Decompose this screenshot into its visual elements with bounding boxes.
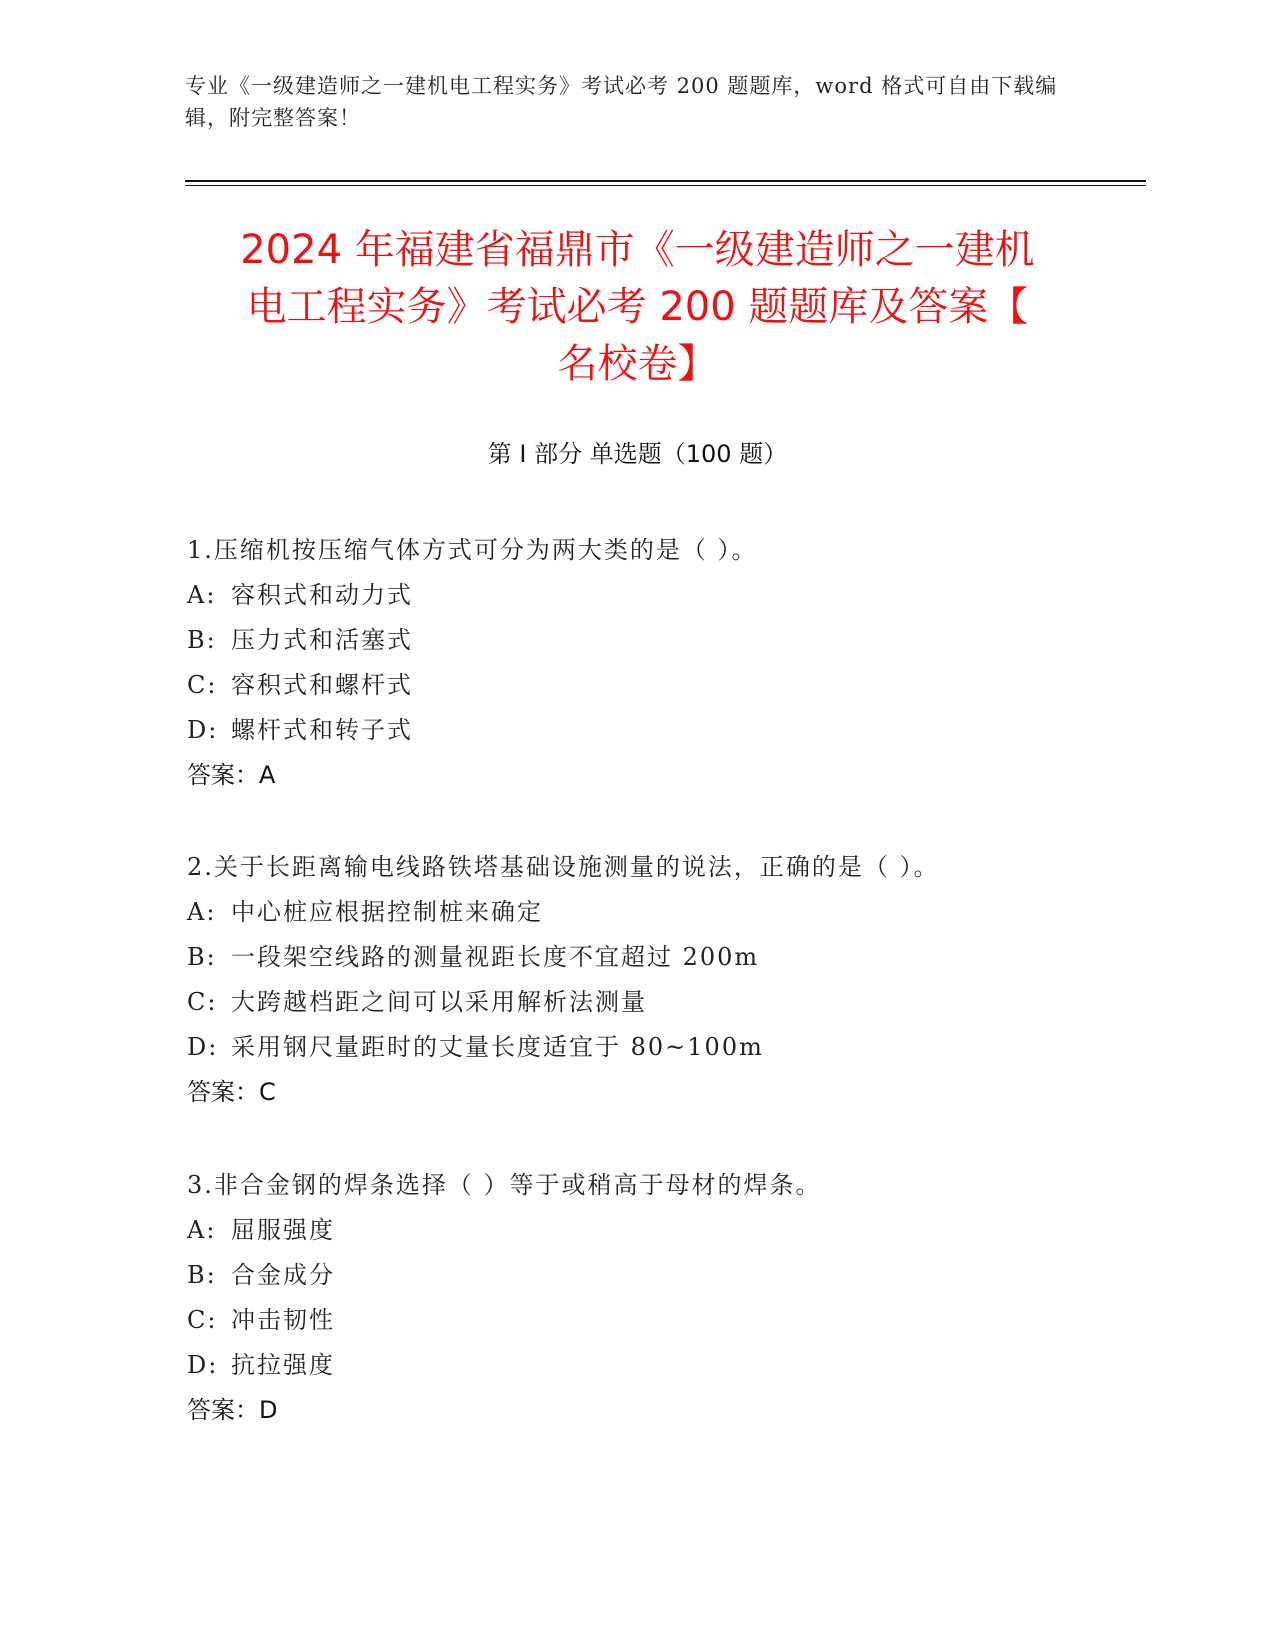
header-note: 专业《一级建造师之一建机电工程实务》考试必考 200 题题库，word 格式可自由下载编辑，附完整答案！	[185, 74, 1058, 130]
answer-line: 答案：C	[187, 1078, 276, 1106]
option-d	[187, 1025, 1087, 1070]
option-letter: A:	[187, 898, 217, 926]
option-letter: D:	[187, 716, 219, 744]
option-c	[187, 1298, 1087, 1343]
option-d	[187, 1343, 1087, 1388]
section-heading: 第 I 部分 单选题（100 题）	[487, 440, 788, 468]
header-rule-thick	[185, 180, 1146, 182]
option-letter: D:	[187, 1351, 219, 1379]
option-letter: B:	[187, 943, 217, 971]
title-line-1: 2024 年福建省福鼎市《一级建造师之一建机	[240, 227, 1035, 273]
question-stem: 2.关于长距离输电线路铁塔基础设施测量的说法，正确的是（ ）。	[187, 853, 940, 881]
option-text: 螺杆式和转子式	[231, 716, 413, 744]
title-line-2: 电工程实务》考试必考 200 题题库及答案【	[246, 284, 1029, 330]
option-c	[187, 663, 1087, 708]
option-letter: D:	[187, 1033, 219, 1061]
option-letter: A:	[187, 1216, 217, 1244]
option-a	[187, 573, 1087, 618]
option-text: 容积式和螺杆式	[231, 671, 413, 699]
option-text: 中心桩应根据控制桩来确定	[231, 898, 543, 926]
option-d	[187, 708, 1087, 753]
question-3	[187, 1163, 1087, 1433]
option-letter: C:	[187, 671, 218, 699]
question-stem: 1.压缩机按压缩气体方式可分为两大类的是（ ）。	[187, 536, 758, 564]
option-text: 采用钢尺量距时的丈量长度适宜于 80~100m	[231, 1033, 764, 1061]
option-b	[187, 1253, 1087, 1298]
option-text: 抗拉强度	[231, 1351, 335, 1379]
option-b	[187, 618, 1087, 663]
option-c	[187, 980, 1087, 1025]
option-a	[187, 890, 1087, 935]
answer-line: 答案：A	[187, 761, 276, 789]
question-stem: 3.非合金钢的焊条选择（ ）等于或稍高于母材的焊条。	[187, 1171, 822, 1199]
answer-line: 答案：D	[187, 1396, 278, 1424]
option-letter: B:	[187, 1261, 217, 1289]
option-letter: C:	[187, 988, 218, 1016]
option-letter: C:	[187, 1306, 218, 1334]
header-rule-thin	[185, 185, 1146, 186]
option-text: 大跨越档距之间可以采用解析法测量	[231, 988, 647, 1016]
option-b	[187, 935, 1087, 980]
option-text: 屈服强度	[231, 1216, 335, 1244]
option-letter: A:	[187, 581, 217, 609]
option-text: 一段架空线路的测量视距长度不宜超过 200m	[231, 943, 760, 971]
option-text: 冲击韧性	[231, 1306, 335, 1334]
question-2	[187, 845, 1087, 1115]
title-line-3: 名校卷】	[557, 341, 718, 387]
option-letter: B:	[187, 626, 217, 654]
document-title	[185, 222, 1090, 393]
option-a	[187, 1208, 1087, 1253]
option-text: 容积式和动力式	[231, 581, 413, 609]
option-text: 合金成分	[231, 1261, 335, 1289]
option-text: 压力式和活塞式	[231, 626, 413, 654]
question-1	[187, 528, 1087, 798]
